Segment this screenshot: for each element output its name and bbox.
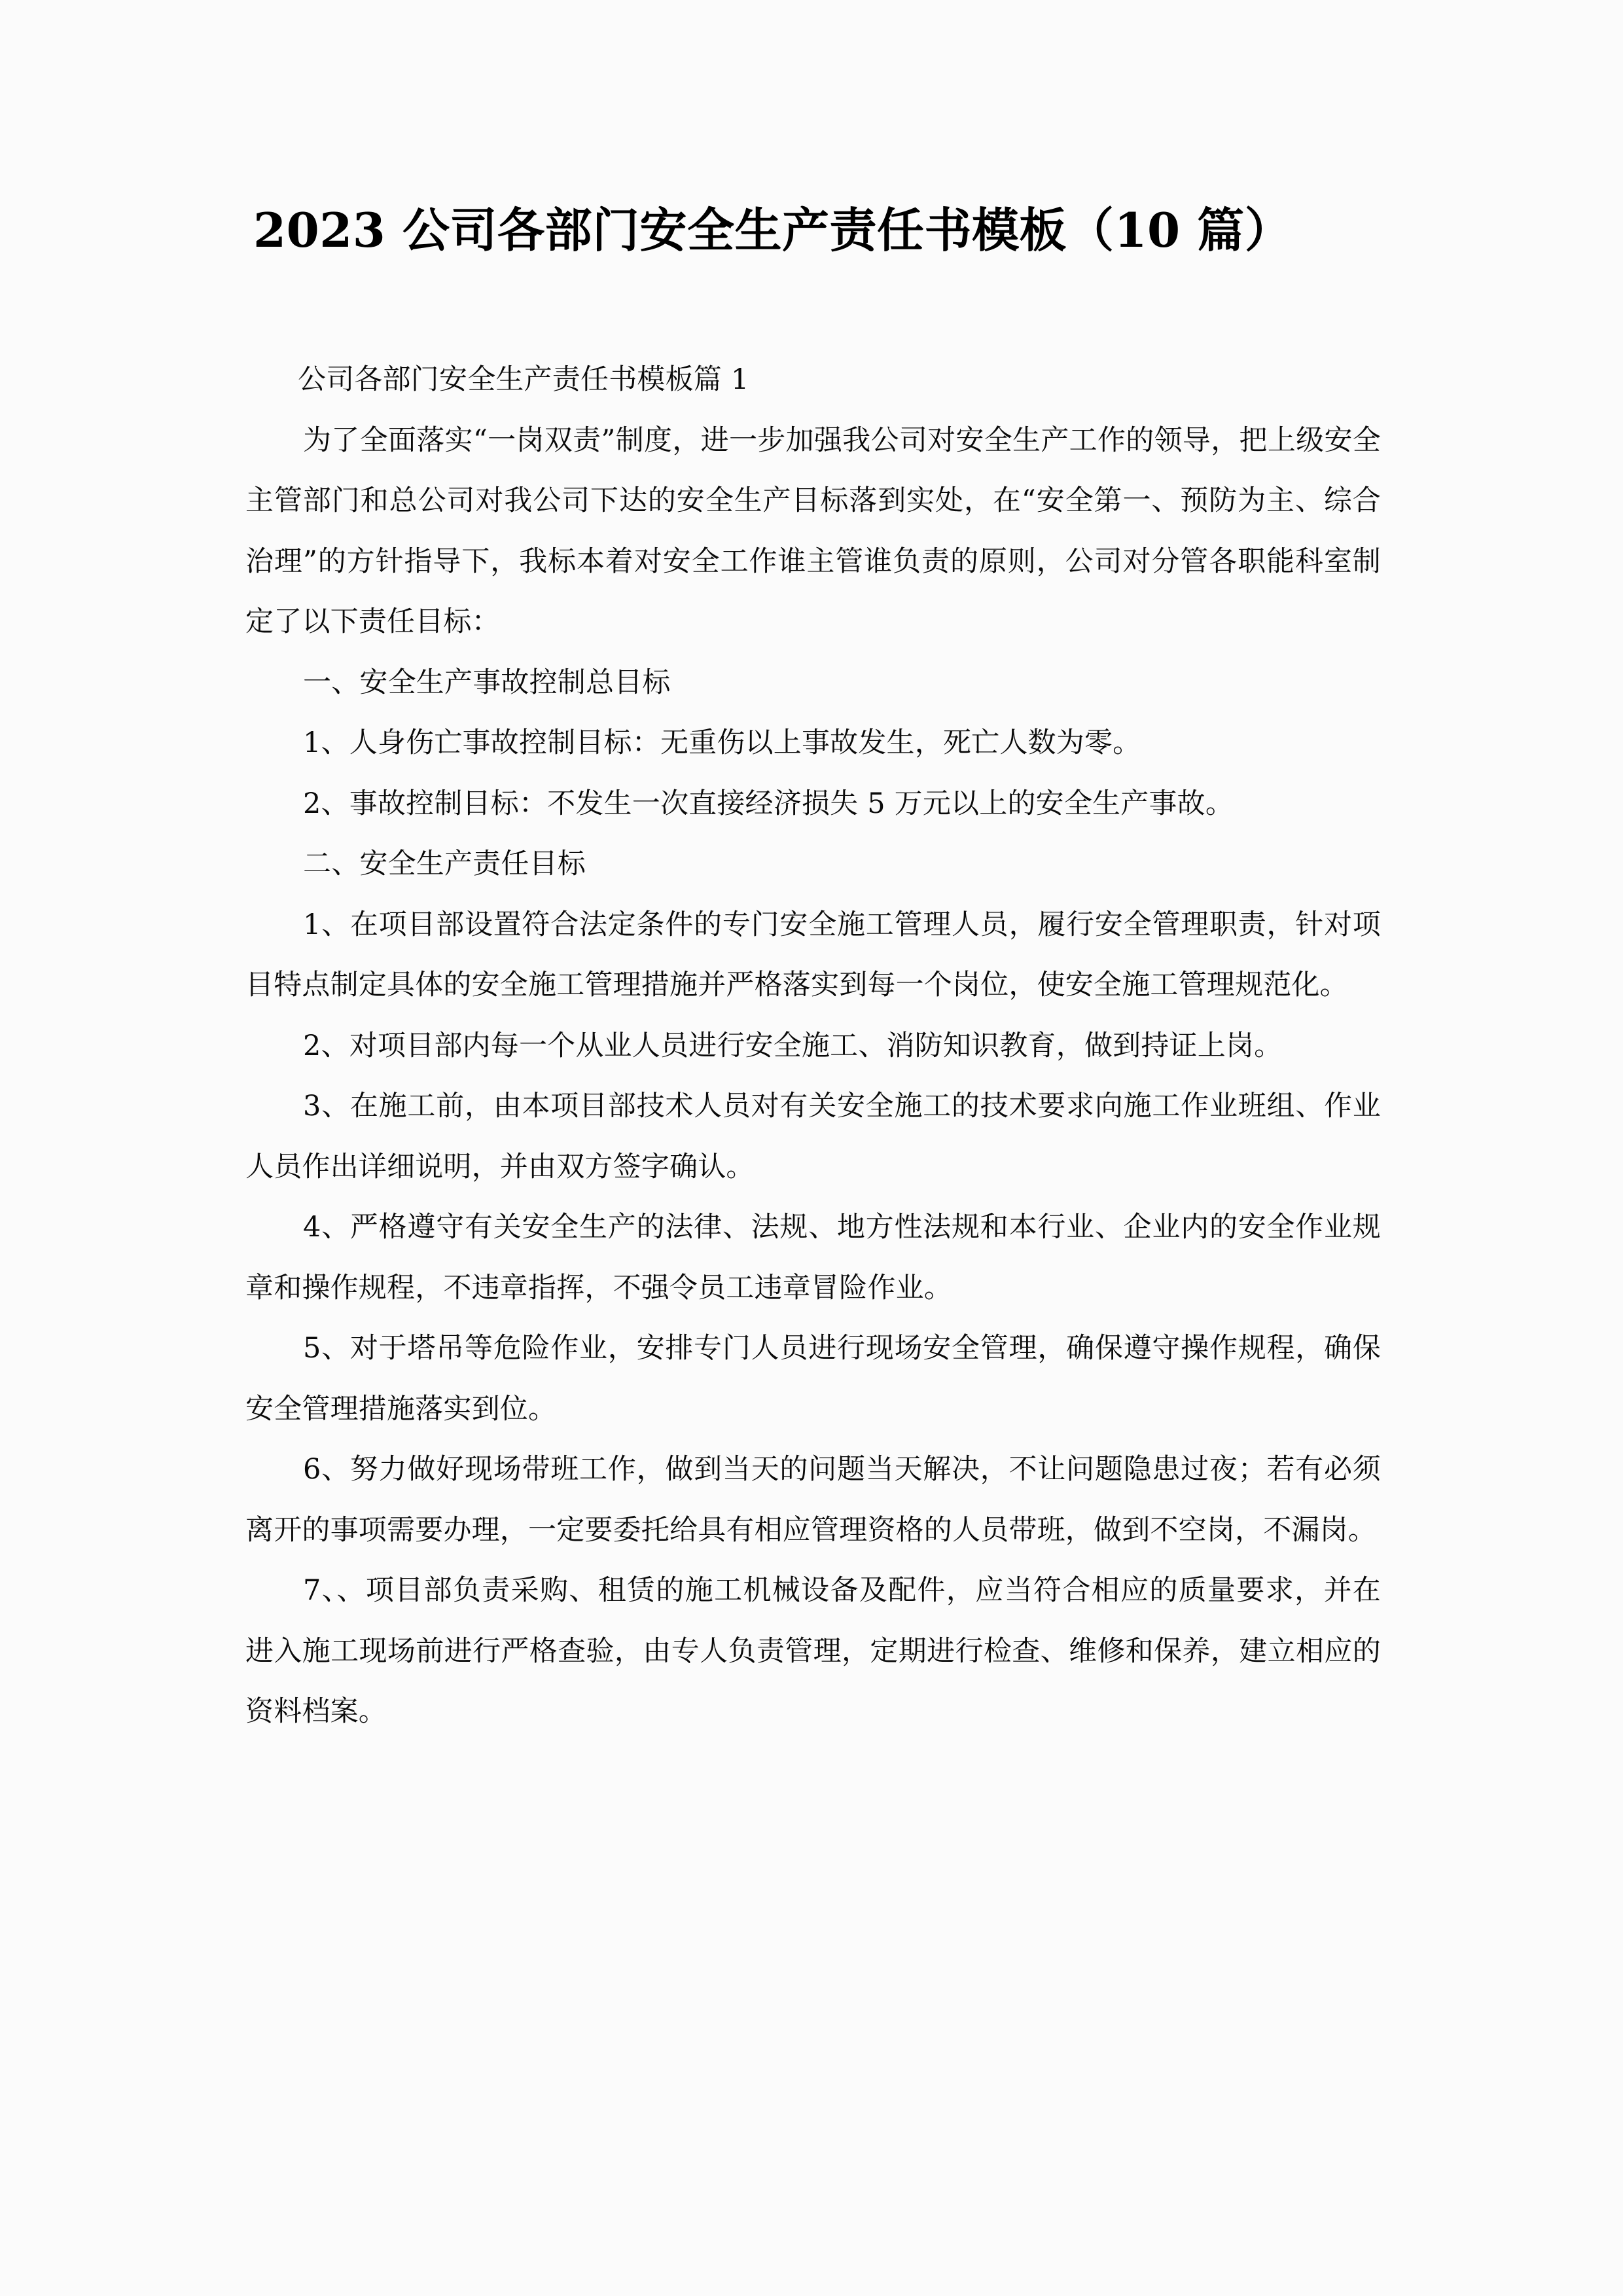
paragraph-intro: 为了全面落实“一岗双责”制度，进一步加强我公司对安全生产工作的领导，把上级安全主管部门和总公司对我公司下达的安全生产目标落到实处，在“安全第一、预防为主、综合治理”的方针指导下，我标本着对安全工作谁主管谁负责的原则，公司对分管各职能科室制定了以下责任目标： bbox=[245, 423, 1381, 638]
paragraph-duty-3: 3、在施工前，由本项目部技术人员对有关安全施工的技术要求向施工作业班组、作业人员作出详细说明，并由双方签字确认。 bbox=[245, 1090, 1381, 1183]
document-body bbox=[245, 350, 1381, 1742]
paragraph-goal-2: 2、事故控制目标：不发生一次直接经济损失 5 万元以上的安全生产事故。 bbox=[303, 787, 1234, 820]
page-title: 2023 公司各部门安全生产责任书模板（10 篇） bbox=[253, 202, 1293, 258]
paragraph-goal-1: 1、人身伤亡事故控制目标：无重伤以上事故发生，死亡人数为零。 bbox=[303, 726, 1141, 759]
paragraph-duty-4: 4、严格遵守有关安全生产的法律、法规、地方性法规和本行业、企业内的安全作业规章和操作规程，不违章指挥，不强令员工违章冒险作业。 bbox=[245, 1211, 1381, 1304]
paragraph-duty-5: 5、对于塔吊等危险作业，安排专门人员进行现场安全管理，确保遵守操作规程，确保安全管理措施落实到位。 bbox=[245, 1332, 1381, 1426]
paragraph-duty-6: 6、努力做好现场带班工作，做到当天的问题当天解决，不让问题隐患过夜；若有必须离开的事项需要办理，一定要委托给具有相应管理资格的人员带班，做到不空岗，不漏岗。 bbox=[245, 1453, 1381, 1547]
document-content bbox=[245, 196, 1381, 1742]
heading-section-one: 一、安全生产事故控制总目标 bbox=[303, 666, 671, 699]
paragraph-duty-1: 1、在项目部设置符合法定条件的专门安全施工管理人员，履行安全管理职责，针对项目特点制定具体的安全施工管理措施并严格落实到每一个岗位，使安全施工管理规范化。 bbox=[245, 908, 1381, 1001]
paragraph-duty-7: 7、、项目部负责采购、租赁的施工机械设备及配件，应当符合相应的质量要求，并在进入施工现场前进行严格查验，由专人负责管理，定期进行检查、维修和保养，建立相应的资料档案。 bbox=[245, 1574, 1381, 1728]
heading-section-two: 二、安全生产责任目标 bbox=[303, 848, 586, 880]
paragraph-duty-2: 2、对项目部内每一个从业人员进行安全施工、消防知识教育，做到持证上岗。 bbox=[303, 1029, 1283, 1062]
section-lead-line: 公司各部门安全生产责任书模板篇 1 bbox=[298, 363, 749, 396]
